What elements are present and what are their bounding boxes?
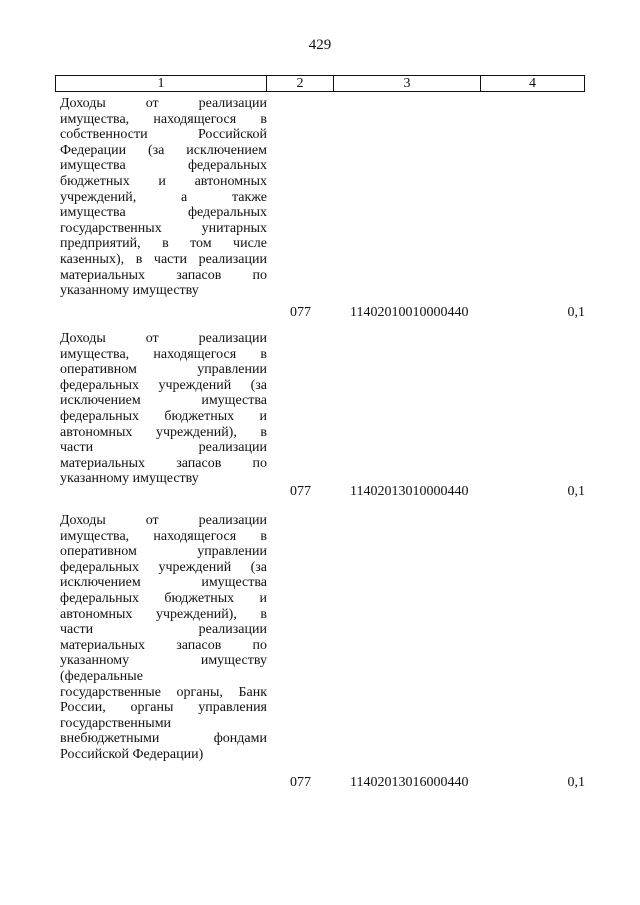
description-line: России, органы управления [60,700,267,716]
description-line: Доходы от реализации [60,331,267,346]
row-kbk-code: 11402010010000440 [350,305,469,320]
description-line: части реализации [60,440,267,456]
description-line: бюджетных и автономных [60,173,267,189]
description-line: Российской Федерации) [60,746,204,762]
description-line: имущества, находящегося в [60,528,267,544]
description-line: указанному имуществу [60,283,199,299]
row-admin-code: 077 [290,305,311,320]
description-line: имущества, находящегося в [60,111,267,127]
description-line: имущества федеральных [60,205,267,221]
description-line: исключением имущества [60,575,267,591]
row-admin-code: 077 [290,484,311,499]
description-line: (федеральные [60,668,143,684]
row-description [60,331,267,487]
description-line: автономных учреждений), в [60,424,267,440]
description-line: материальных запасов по [60,267,267,283]
row-value: 0,1 [567,775,585,790]
header-col-2: 2 [267,76,334,91]
description-line: федеральных учреждений (за [60,377,267,393]
description-line: федеральных бюджетных и [60,408,267,424]
description-line: указанному имуществу [60,653,267,669]
description-line: Доходы от реализации [60,96,267,111]
description-line: автономных учреждений), в [60,606,267,622]
row-kbk-code: 11402013016000440 [350,775,469,790]
description-line: казенных), в части реализации [60,251,267,267]
page-number: 429 [308,37,332,53]
description-line: учреждений, а также [60,189,267,205]
description-line: указанному имуществу [60,471,199,487]
row-kbk-code: 11402013010000440 [350,484,469,499]
description-line: оперативном управлении [60,544,267,560]
description-line: имущества федеральных [60,158,267,174]
description-line: государственные органы, Банк [60,684,267,700]
row-description [60,513,267,763]
header-col-3: 3 [334,76,481,91]
row-value: 0,1 [567,484,585,499]
description-line: оперативном управлении [60,362,267,378]
description-line: федеральных бюджетных и [60,590,267,606]
description-line: материальных запасов по [60,455,267,471]
table-header [55,75,585,92]
description-line: внебюджетными фондами [60,731,267,747]
description-line: имущества, находящегося в [60,346,267,362]
description-line: Федерации (за исключением [60,142,267,158]
description-line: части реализации [60,622,267,638]
description-line: собственности Российской [60,127,267,143]
header-col-4: 4 [529,76,536,91]
description-line: федеральных учреждений (за [60,559,267,575]
description-line: исключением имущества [60,393,267,409]
description-line: государственными [60,715,172,731]
header-col-1: 1 [56,76,267,91]
row-value: 0,1 [567,305,585,320]
description-line: государственных унитарных [60,220,267,236]
row-description [60,96,267,299]
description-line: предприятий, в том числе [60,236,267,252]
row-admin-code: 077 [290,775,311,790]
description-line: Доходы от реализации [60,513,267,528]
description-line: материальных запасов по [60,637,267,653]
